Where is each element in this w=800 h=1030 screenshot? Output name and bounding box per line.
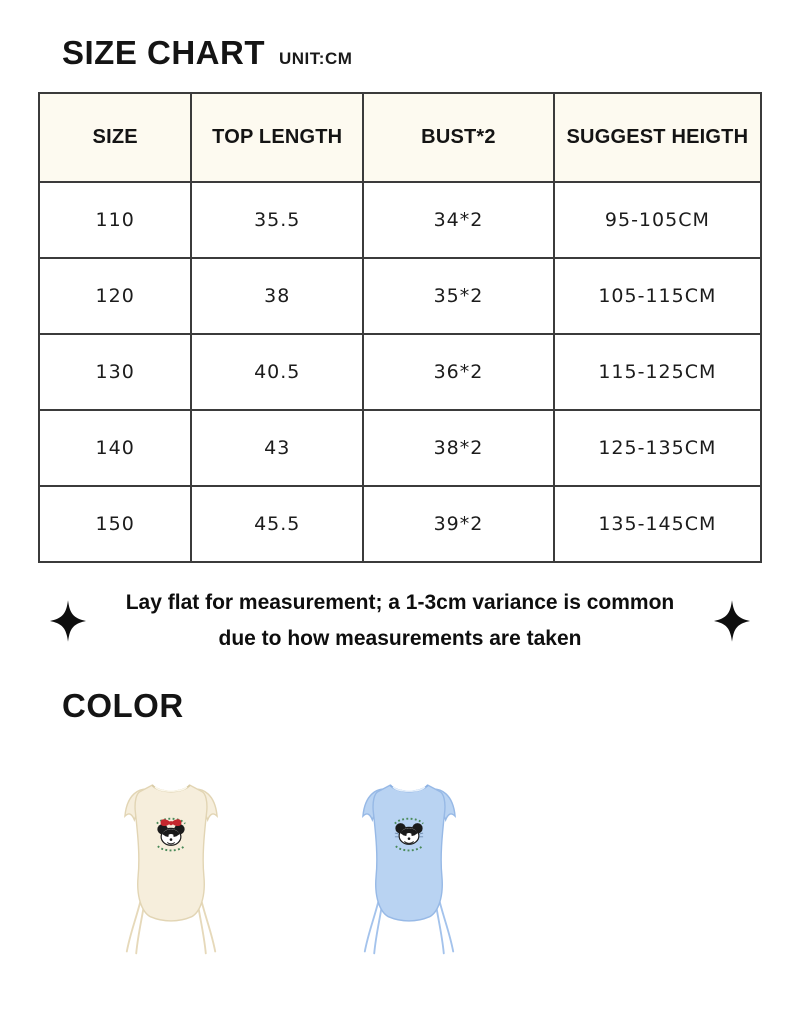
table-row xyxy=(39,410,761,486)
cell-bust: 35*2 xyxy=(363,258,554,334)
cell-suggest-height: 125-135CM xyxy=(554,410,761,486)
cell-bust: 38*2 xyxy=(363,410,554,486)
table-row xyxy=(39,334,761,410)
cell-top-length: 35.5 xyxy=(191,182,363,258)
cell-size: 150 xyxy=(39,486,191,562)
header xyxy=(62,34,800,72)
cell-size: 130 xyxy=(39,334,191,410)
table-header-row xyxy=(39,93,761,182)
cell-size: 140 xyxy=(39,410,191,486)
product-image-blue-mickey-shirt xyxy=(338,771,480,959)
note-line-2: due to how measurements are taken xyxy=(218,627,582,651)
page-title: SIZE CHART xyxy=(62,34,265,71)
color-options xyxy=(100,771,800,959)
measurement-note xyxy=(50,585,750,657)
column-header-size: SIZE xyxy=(39,93,191,182)
cell-suggest-height: 115-125CM xyxy=(554,334,761,410)
cell-top-length: 38 xyxy=(191,258,363,334)
cell-top-length: 45.5 xyxy=(191,486,363,562)
cell-suggest-height: 95-105CM xyxy=(554,182,761,258)
column-header-top-length: TOP LENGTH xyxy=(191,93,363,182)
size-chart-page xyxy=(0,34,800,1030)
table-row xyxy=(39,258,761,334)
sparkle-icon xyxy=(714,600,750,642)
product-image-cream-minnie-shirt xyxy=(100,771,242,959)
sparkle-icon xyxy=(50,600,86,642)
column-header-suggest-height: SUGGEST HEIGTH xyxy=(554,93,761,182)
column-header-bust: BUST*2 xyxy=(363,93,554,182)
measurement-note-text xyxy=(86,585,714,657)
note-line-1: Lay flat for measurement; a 1-3cm variance is common xyxy=(125,591,675,614)
cell-suggest-height: 105-115CM xyxy=(554,258,761,334)
cell-top-length: 40.5 xyxy=(191,334,363,410)
cell-top-length: 43 xyxy=(191,410,363,486)
cell-bust: 39*2 xyxy=(363,486,554,562)
cell-bust: 34*2 xyxy=(363,182,554,258)
cell-size: 120 xyxy=(39,258,191,334)
table-row xyxy=(39,182,761,258)
cell-suggest-height: 135-145CM xyxy=(554,486,761,562)
color-section-title: COLOR xyxy=(62,687,184,725)
cell-bust: 36*2 xyxy=(363,334,554,410)
size-table xyxy=(38,92,762,563)
table-row xyxy=(39,486,761,562)
unit-label: UNIT:CM xyxy=(279,49,353,68)
cell-size: 110 xyxy=(39,182,191,258)
